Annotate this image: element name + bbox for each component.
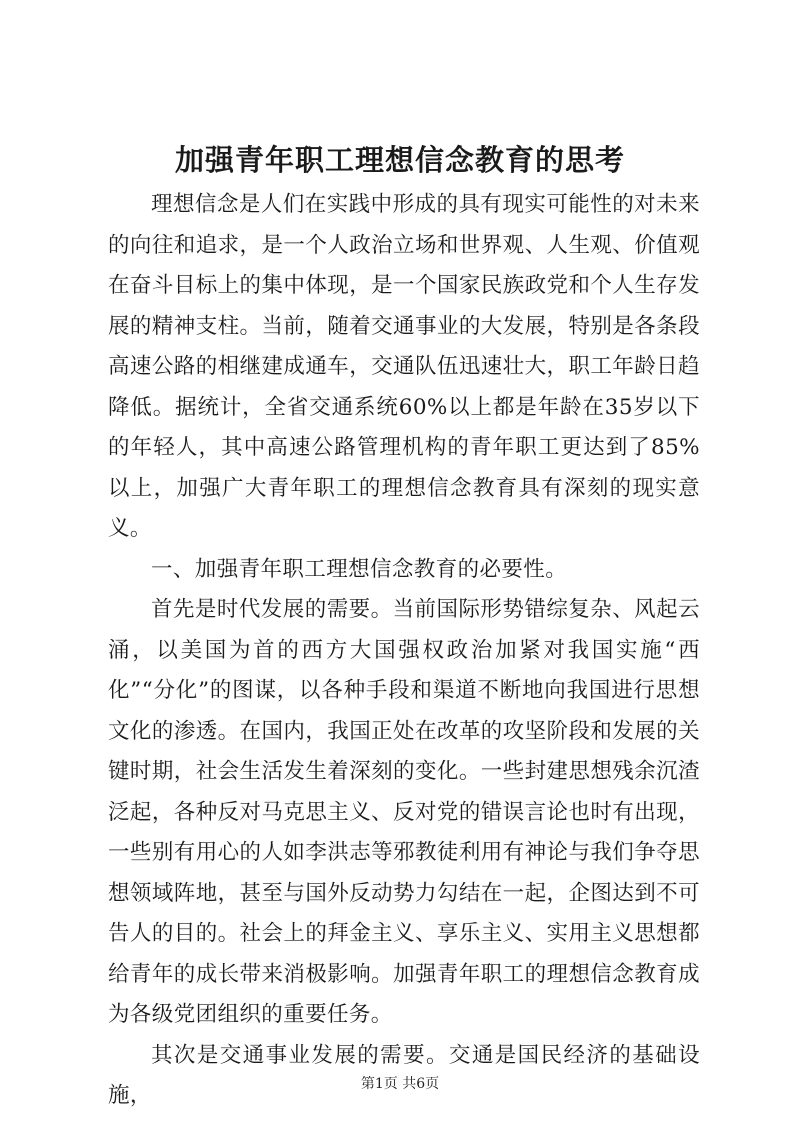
document-title: 加强青年职工理想信念教育的思考 [174,143,625,177]
paragraph-era-development: 首先是时代发展的需要。当前国际形势错综复杂、风起云涌，以美国为首的西方大国强权政治加紧对我国实施“西化”“分化”的图谋，以各种手段和渠道不断地向我国进行思想文化的渗透。在国内，我国正处在改革的攻坚阶段和发展的关键时期，社会生活发生着深刻的变化。一些封建思想残余沉渣泛起，各种反对马克思主义、反对党的错误言论也时有出现，一些别有用心的人如李洪志等邪教徒利用有神论与我们争夺思想领域阵地，甚至与国外反动势力勾结在一起，企图达到不可告人的目的。社会上的拜金主义、享乐主义、实用主义思想都给青年的成长带来消极影响。加强青年职工的理想信念教育成为各级党团组织的重要任务。 [108,597,700,1027]
paragraph-intro: 理想信念是人们在实践中形成的具有现实可能性的对未来的向往和追求，是一个人政治立场和世界观、人生观、价值观在奋斗目标上的集中体现，是一个国家民族政党和个人生存发展的精神支柱。当前，随着交通事业的大发展，特别是各条段高速公路的相继建成通车，交通队伍迅速壮大，职工年龄日趋降低。据统计，全省交通系统60%以上都是年龄在35岁以下的年轻人，其中高速公路管理机构的青年职工更达到了85%以上，加强广大青年职工的理想信念教育具有深刻的现实意义。 [108,192,700,541]
section-heading-necessity: 一、加强青年职工理想信念教育的必要性。 [151,556,568,582]
document-body [108,185,700,1117]
page-footer: 第1页 共6页 [360,1076,440,1092]
paragraph-transport-development: 其次是交通事业发展的需要。交通是国民经济的基础设施， [108,1042,700,1108]
